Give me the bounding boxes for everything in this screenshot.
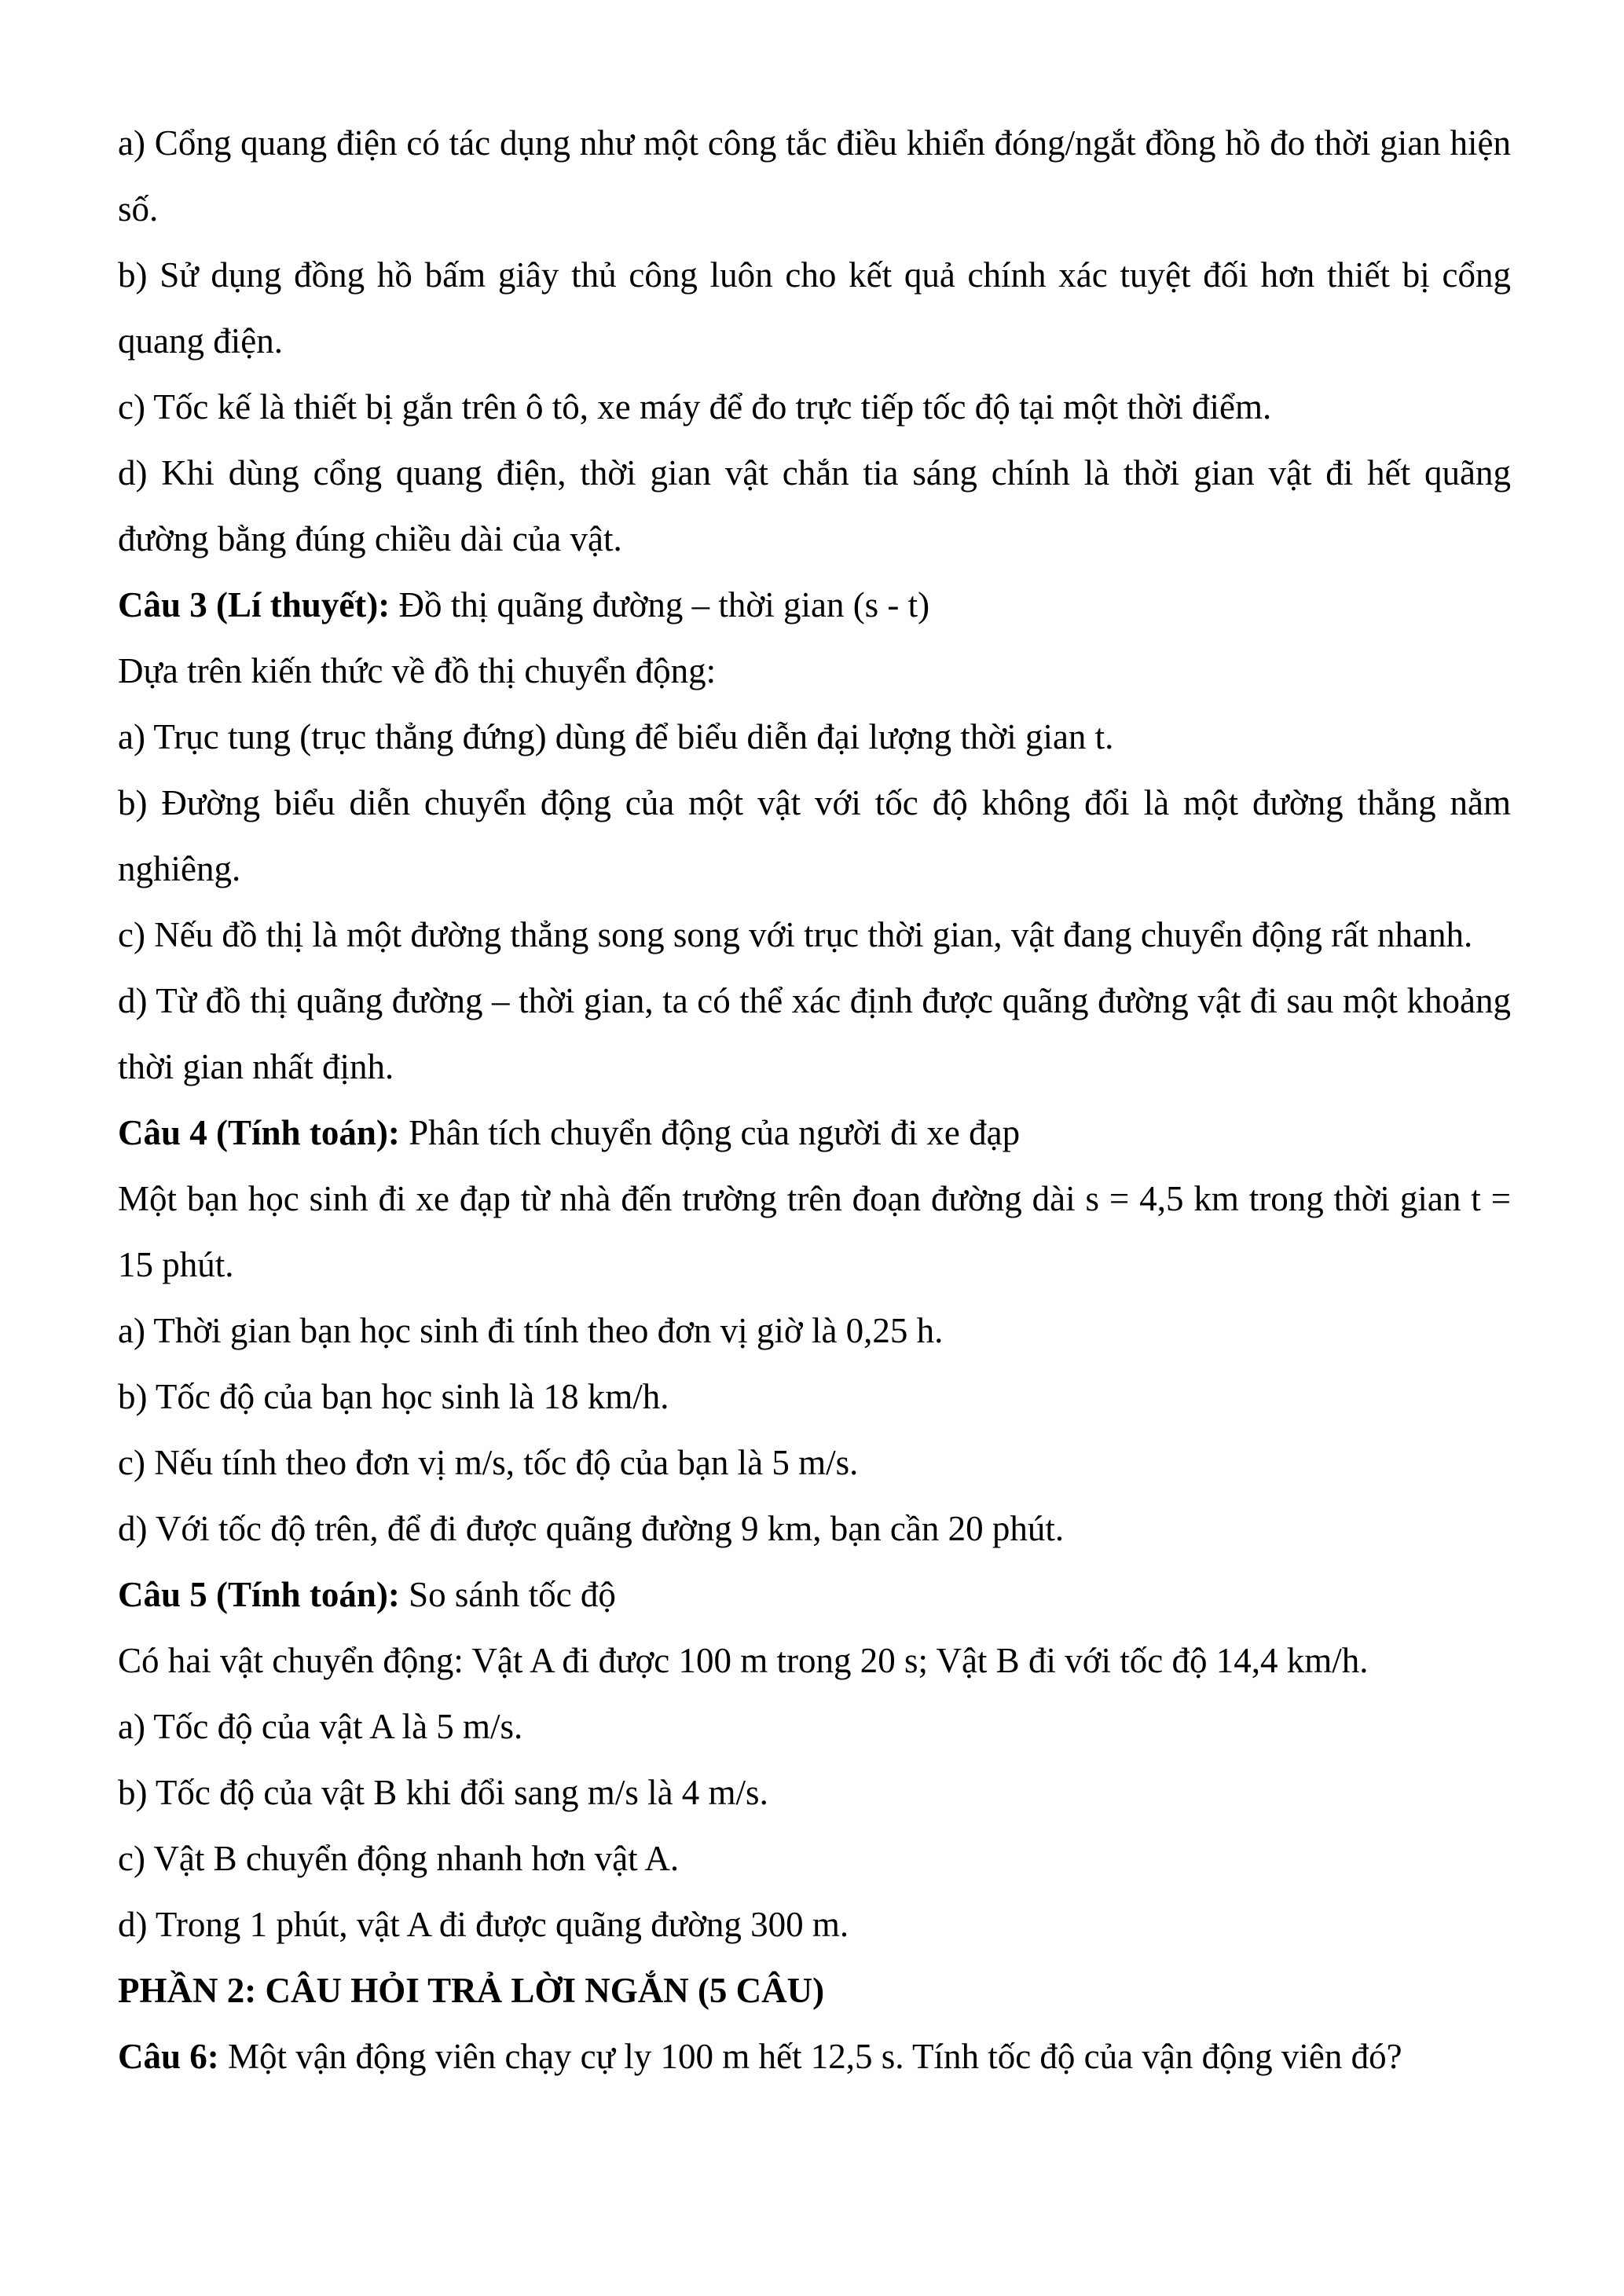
q4-option-c: c) Nếu tính theo đơn vị m/s, tốc độ của bạn là 5 m/s. — [118, 1443, 859, 1482]
q5-option-b: b) Tốc độ của vật B khi đổi sang m/s là 4 m/s. — [118, 1773, 768, 1812]
q6-label: Câu 6: — [118, 2037, 219, 2076]
q4-option-a: a) Thời gian bạn học sinh đi tính theo đơn vị giờ là 0,25 h. — [118, 1311, 944, 1350]
q3-option-d: d) Từ đồ thị quãng đường – thời gian, ta có thể xác định được quãng đường vật đi sau một khoảng thời gian nhất định. — [118, 981, 1511, 1086]
q4-title: Phân tích chuyển động của người đi xe đạp — [399, 1113, 1021, 1152]
q5-heading — [118, 1562, 1511, 1628]
q3-option-c: c) Nếu đồ thị là một đường thẳng song song với trục thời gian, vật đang chuyển động rất nhanh. — [118, 915, 1473, 954]
q5-intro: Có hai vật chuyển động: Vật A đi được 100 m trong 20 s; Vật B đi với tốc độ 14,4 km/h. — [118, 1641, 1369, 1680]
q6-heading — [118, 2023, 1511, 2089]
q5-option-c: c) Vật B chuyển động nhanh hơn vật A. — [118, 1839, 680, 1878]
q6-text: Một vận động viên chạy cự ly 100 m hết 12,5 s. Tính tốc độ của vận động viên đó? — [218, 2037, 1402, 2076]
document-page — [118, 110, 1511, 2089]
q5-option-a: a) Tốc độ của vật A là 5 m/s. — [118, 1707, 523, 1746]
q2-option-b: b) Sử dụng đồng hồ bấm giây thủ công luôn cho kết quả chính xác tuyệt đối hơn thiết bị cổng quang điện. — [118, 255, 1511, 361]
q5-title: So sánh tốc độ — [399, 1575, 616, 1614]
q4-option-b: b) Tốc độ của bạn học sinh là 18 km/h. — [118, 1377, 669, 1416]
q2-option-a: a) Cổng quang điện có tác dụng như một công tắc điều khiển đóng/ngắt đồng hồ đo thời gian hiện số. — [118, 123, 1511, 229]
q3-option-b: b) Đường biểu diễn chuyển động của một vật với tốc độ không đổi là một đường thẳng nằm nghiêng. — [118, 783, 1511, 888]
q5-option-d: d) Trong 1 phút, vật A đi được quãng đường 300 m. — [118, 1905, 849, 1944]
part2-title: PHẦN 2: CÂU HỎI TRẢ LỜI NGẮN (5 CÂU) — [118, 1971, 825, 2010]
q4-heading — [118, 1100, 1511, 1166]
q5-label: Câu 5 (Tính toán): — [118, 1575, 400, 1614]
q4-intro: Một bạn học sinh đi xe đạp từ nhà đến trường trên đoạn đường dài s = 4,5 km trong thời gian t = 15 phút. — [118, 1179, 1511, 1284]
q2-option-d: d) Khi dùng cổng quang điện, thời gian vật chắn tia sáng chính là thời gian vật đi hết quãng đường bằng đúng chiều dài của vật. — [118, 453, 1511, 558]
q3-intro: Dựa trên kiến thức về đồ thị chuyển động: — [118, 651, 717, 690]
q3-label: Câu 3 (Lí thuyết): — [118, 585, 390, 624]
q3-heading — [118, 572, 1511, 638]
q3-title: Đồ thị quãng đường – thời gian (s - t) — [390, 585, 930, 624]
q4-label: Câu 4 (Tính toán): — [118, 1113, 400, 1152]
q3-option-a: a) Trục tung (trục thẳng đứng) dùng để biểu diễn đại lượng thời gian t. — [118, 717, 1114, 756]
q4-option-d: d) Với tốc độ trên, để đi được quãng đường 9 km, bạn cần 20 phút. — [118, 1509, 1065, 1548]
q2-option-c: c) Tốc kế là thiết bị gắn trên ô tô, xe máy để đo trực tiếp tốc độ tại một thời điểm. — [118, 387, 1272, 427]
